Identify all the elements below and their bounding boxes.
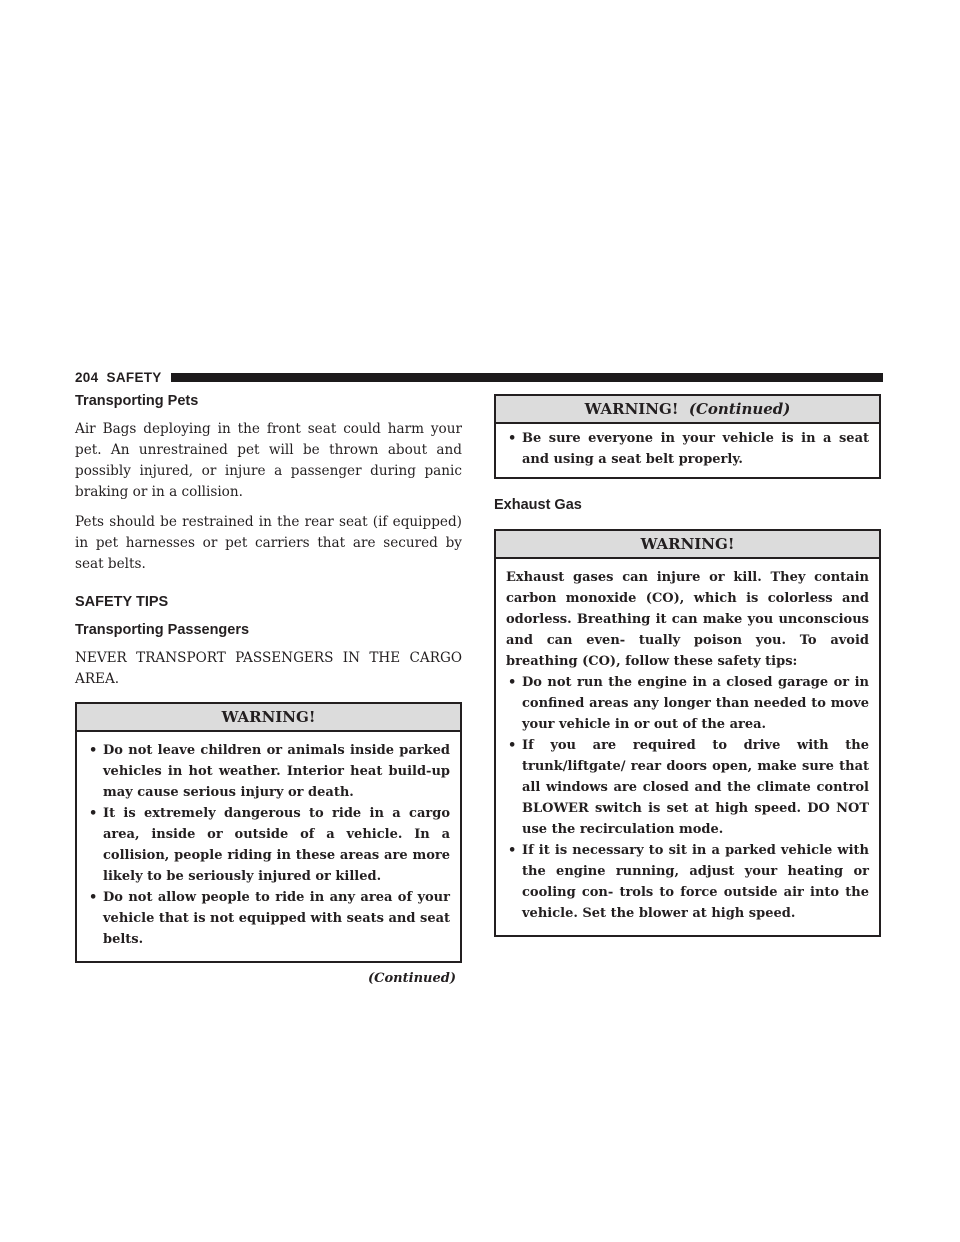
warning-item: • If you are required to drive with the trunk/liftgate/ rear doors open, make sure that all windows are closed and the climate control BLOWER switch is set at high speed. DO NOT use the recirculation mode.: [506, 735, 869, 840]
pets-paragraph-1: Air Bags deploying in the front seat could harm your pet. An unrestrained pet will be thrown about and possibly injured, or injure a passenger during panic braking or in a collision.: [75, 421, 462, 500]
passengers-paragraph: NEVER TRANSPORT PASSENGERS IN THE CARGO AREA.: [75, 650, 462, 687]
pets-heading: Transporting Pets: [75, 393, 199, 409]
pets-paragraph-2: Pets should be restrained in the rear seat (if equipped) in pet harnesses or pet carriers that are secured by seat belts.: [75, 514, 462, 572]
header-bar: [171, 373, 883, 382]
passengers-heading: Transporting Passengers: [75, 622, 250, 638]
warning-item: • Do not allow people to ride in any area of your vehicle that is not equipped with seats and seat belts.: [87, 887, 450, 950]
right-column: [494, 392, 881, 937]
warning-item: • If it is necessary to sit in a parked vehicle with the engine running, adjust your heating or cooling con- trols to force outside air into the vehicle. Set the blower at high speed.: [506, 840, 869, 924]
warning-title-continued: WARNING! (Continued): [496, 396, 879, 424]
continued-label: (Continued): [368, 971, 456, 986]
section-name: SAFETY: [106, 370, 162, 385]
warning-box-exhaust: [494, 529, 881, 937]
warning-title: WARNING!: [77, 704, 460, 732]
page-number: 204 SAFETY: [75, 370, 162, 385]
left-column: [75, 392, 462, 987]
safety-tips-heading: SAFETY TIPS: [75, 594, 169, 610]
warning-item: • Do not run the engine in a closed garage or in confined areas any longer than needed to move your vehicle in or out of the area.: [506, 672, 869, 735]
warning-item: • Be sure everyone in your vehicle is in a seat and using a seat belt properly.: [506, 428, 869, 470]
warning-box-passengers: [75, 702, 462, 963]
warning-box-continued: [494, 394, 881, 479]
page-header: [75, 370, 883, 386]
warning-item: • It is extremely dangerous to ride in a cargo area, inside or outside of a vehicle. In a collision, people riding in these areas are more likely to be seriously injured or killed.: [87, 803, 450, 887]
warning-intro: Exhaust gases can injure or kill. They contain carbon monoxide (CO), which is colorless and odorless. Breathing it can make you unconscious and can even- tually poison you. To avoid breathing (CO), follow these safety tips:: [506, 570, 869, 669]
warning-item: • Do not leave children or animals inside parked vehicles in hot weather. Interior heat build-up may cause serious injury or death.: [87, 740, 450, 803]
warning-title: WARNING!: [496, 531, 879, 559]
exhaust-heading: Exhaust Gas: [494, 497, 582, 513]
